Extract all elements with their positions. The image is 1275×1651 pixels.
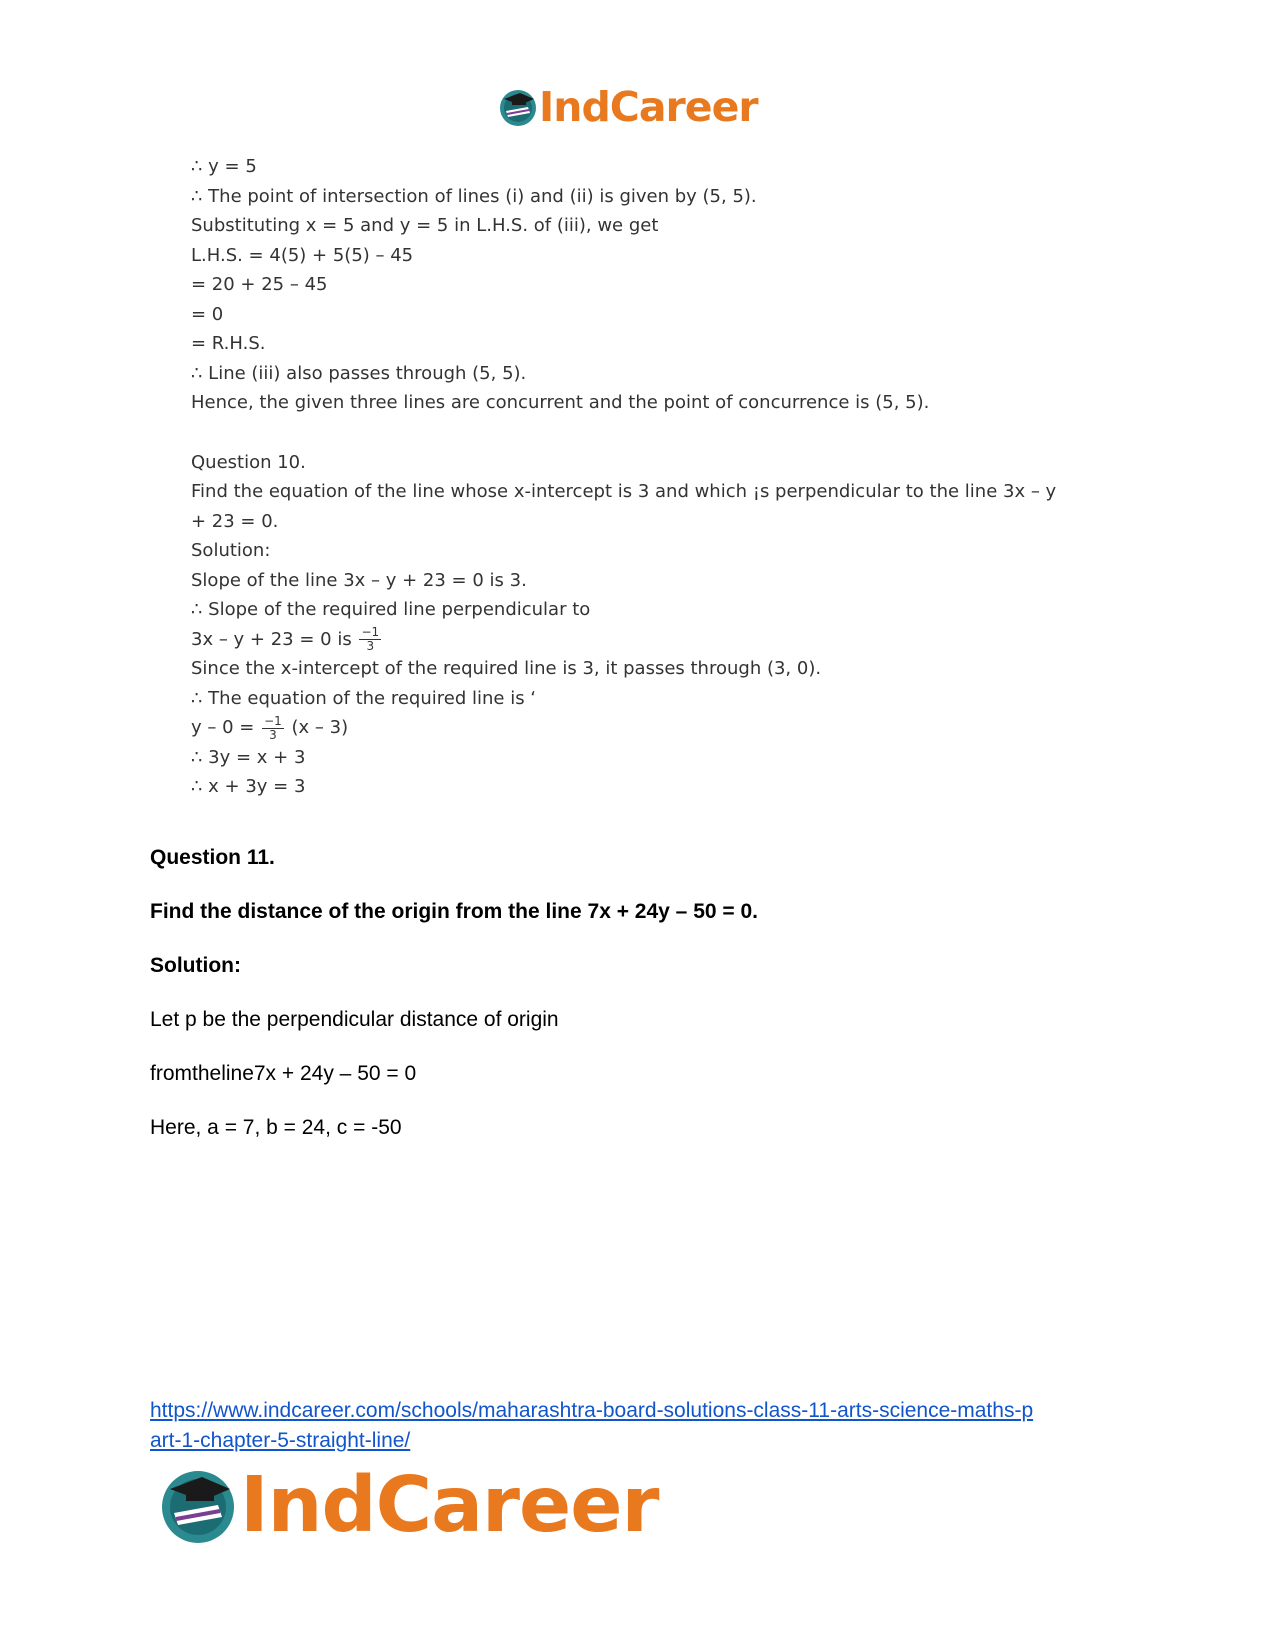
fraction-numerator: −1 <box>264 713 282 728</box>
text-line: Since the x-intercept of the required line is 3, it passes through (3, 0). <box>191 658 822 679</box>
text-line: ∴ The equation of the required line is ‘ <box>191 687 537 709</box>
source-url-link[interactable] <box>150 1396 1130 1456</box>
link-line[interactable]: https://www.indcareer.com/schools/maharashtra-board-solutions-class-11-arts-science-maths-p <box>150 1399 1034 1422</box>
question-11-heading: Question 11. <box>150 846 275 869</box>
question-11-text: Find the distance of the origin from the line 7x + 24y – 50 = 0. <box>150 900 758 923</box>
logo-wordmark: IndCareer <box>539 82 758 131</box>
text-line: = 20 + 25 – 45 <box>191 274 328 295</box>
text-segment: y – 0 = <box>191 717 255 738</box>
fraction-numerator: −1 <box>361 625 380 639</box>
text-line: ∴ 3y = x + 3 <box>191 746 306 768</box>
question-10-heading: Question 10. <box>191 451 306 473</box>
text-line: ∴ y = 5 <box>191 156 257 177</box>
scanned-solution-block <box>191 152 1091 802</box>
graduation-cap-globe-icon <box>158 1465 238 1545</box>
fraction <box>262 715 284 742</box>
text-line: ∴ x + 3y = 3 <box>191 776 306 797</box>
solution-label: Solution: <box>191 540 271 561</box>
fraction <box>359 626 381 653</box>
text-line: ∴ Line (iii) also passes through (5, 5). <box>191 362 527 384</box>
text-line: = 0 <box>191 303 224 325</box>
text-line: L.H.S. = 4(5) + 5(5) – 45 <box>191 244 414 266</box>
question-10-text: + 23 = 0. <box>191 510 279 532</box>
fraction-denominator: 3 <box>366 639 375 653</box>
text-line: ∴ Slope of the required line perpendicular to <box>191 599 591 620</box>
text-line: Substituting x = 5 and y = 5 in L.H.S. of (iii), we get <box>191 215 659 236</box>
text-line-with-fraction <box>191 625 1091 655</box>
solution-line: fromtheline7x + 24y – 50 = 0 <box>150 1062 417 1085</box>
text-line: Hence, the given three lines are concurrent and the point of concurrence is (5, 5). <box>191 392 930 413</box>
link-line[interactable]: art-1-chapter-5-straight-line/ <box>150 1429 411 1452</box>
text-line-with-fraction <box>191 713 1091 743</box>
text-line: ∴ The point of intersection of lines (i) and (ii) is given by (5, 5). <box>191 185 757 207</box>
solution-label: Solution: <box>150 954 241 977</box>
text-line: Slope of the line 3x – y + 23 = 0 is 3. <box>191 569 527 591</box>
graduation-cap-globe-icon <box>498 87 538 127</box>
solution-line: Here, a = 7, b = 24, c = -50 <box>150 1116 402 1139</box>
logo-wordmark: IndCareer <box>240 1460 659 1550</box>
header-logo <box>498 82 758 132</box>
solution-line: Let p be the perpendicular distance of origin <box>150 1008 559 1031</box>
fraction-denominator: 3 <box>269 727 277 742</box>
text-line: = R.H.S. <box>191 333 266 354</box>
text-segment: 3x – y + 23 = 0 is <box>191 628 352 650</box>
text-segment: (x – 3) <box>291 717 349 738</box>
footer-logo <box>158 1460 658 1550</box>
question-10-text: Find the equation of the line whose x-intercept is 3 and which ¡s perpendicular to the line 3x – y <box>191 481 1057 502</box>
